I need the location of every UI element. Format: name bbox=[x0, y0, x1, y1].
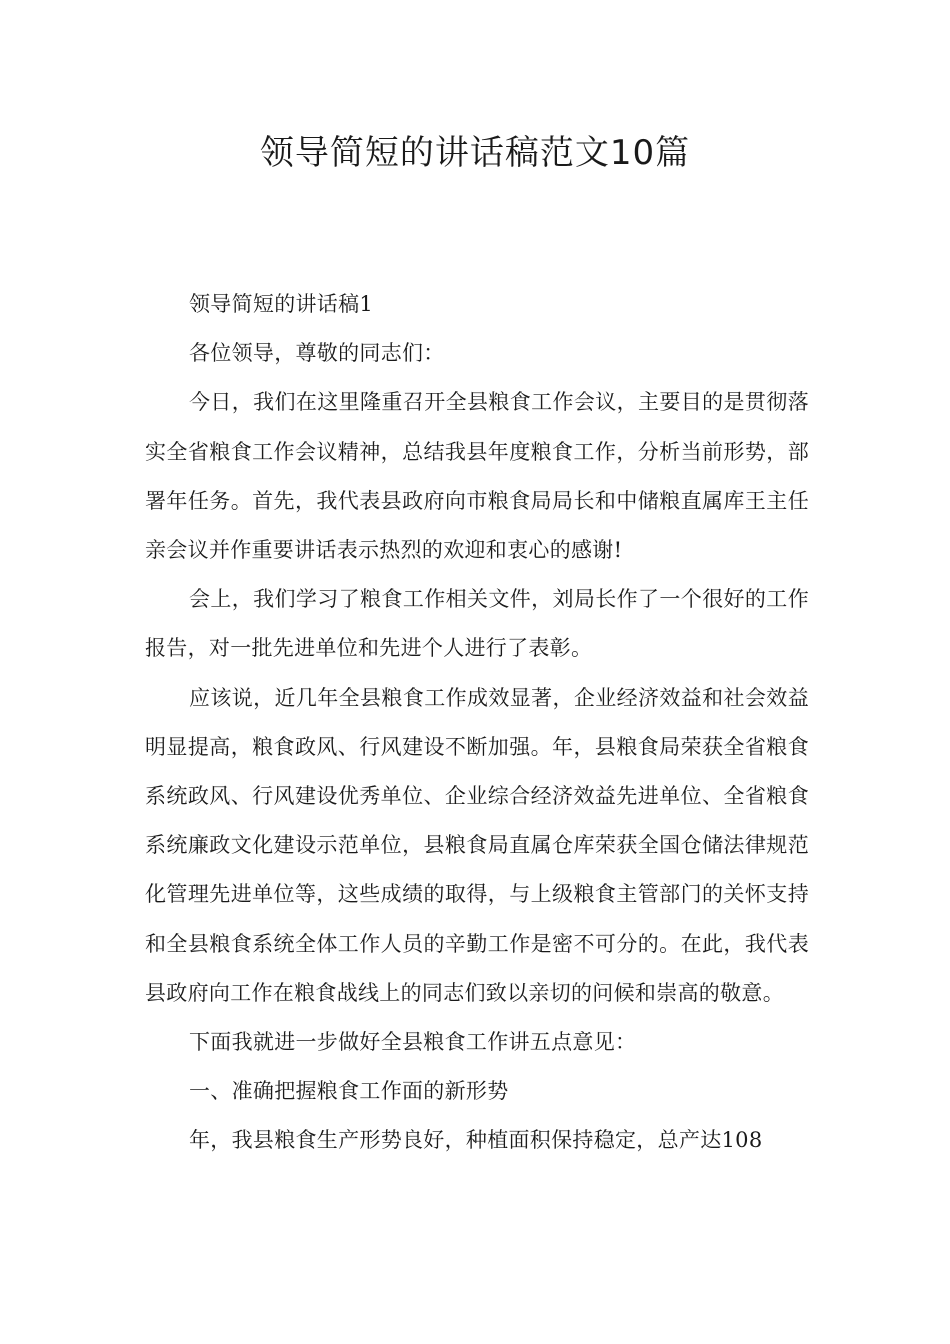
paragraph: 下面我就进一步做好全县粮食工作讲五点意见： bbox=[189, 1030, 637, 1055]
paragraph: 应该说，近几年全县粮食工作成效显著，企业经济效益和社会效益明显提高，粮食政风、行风建设不断加强。年，县粮食局荣获全省粮食系统政风、行风建设优秀单位、企业综合经济效益先进单位、全省粮食系统廉政文化建设示范单位，县粮食局直属仓库荣获全国仓储法律规范化管理先进单位等，这些成绩的取得，与上级粮食主管部门的关怀支持和全县粮食系统全体工作人员的辛勤工作是密不可分的。在此，我代表县政府向工作在粮食战线上的同志们致以亲切的问候和崇高的敬意。 bbox=[145, 685, 809, 1005]
document-title: 领导简短的讲话稿范文10篇 bbox=[259, 133, 691, 173]
salutation: 各位领导，尊敬的同志们： bbox=[189, 341, 445, 366]
paragraph: 会上，我们学习了粮食工作相关文件，刘局长作了一个很好的工作报告，对一批先进单位和先进个人进行了表彰。 bbox=[145, 587, 809, 661]
paragraph: 年，我县粮食生产形势良好，种植面积保持稳定，总产达108 bbox=[189, 1128, 763, 1153]
section-heading: 一、准确把握粮食工作面的新形势 bbox=[189, 1079, 509, 1104]
document-body bbox=[145, 280, 809, 1166]
section-heading: 领导简短的讲话稿1 bbox=[189, 292, 374, 316]
paragraph: 今日，我们在这里隆重召开全县粮食工作会议，主要目的是贯彻落实全省粮食工作会议精神，总结我县年度粮食工作，分析当前形势，部署年任务。首先，我代表县政府向市粮食局局长和中储粮直属库王主任亲会议并作重要讲话表示热烈的欢迎和衷心的感谢! bbox=[145, 390, 809, 563]
